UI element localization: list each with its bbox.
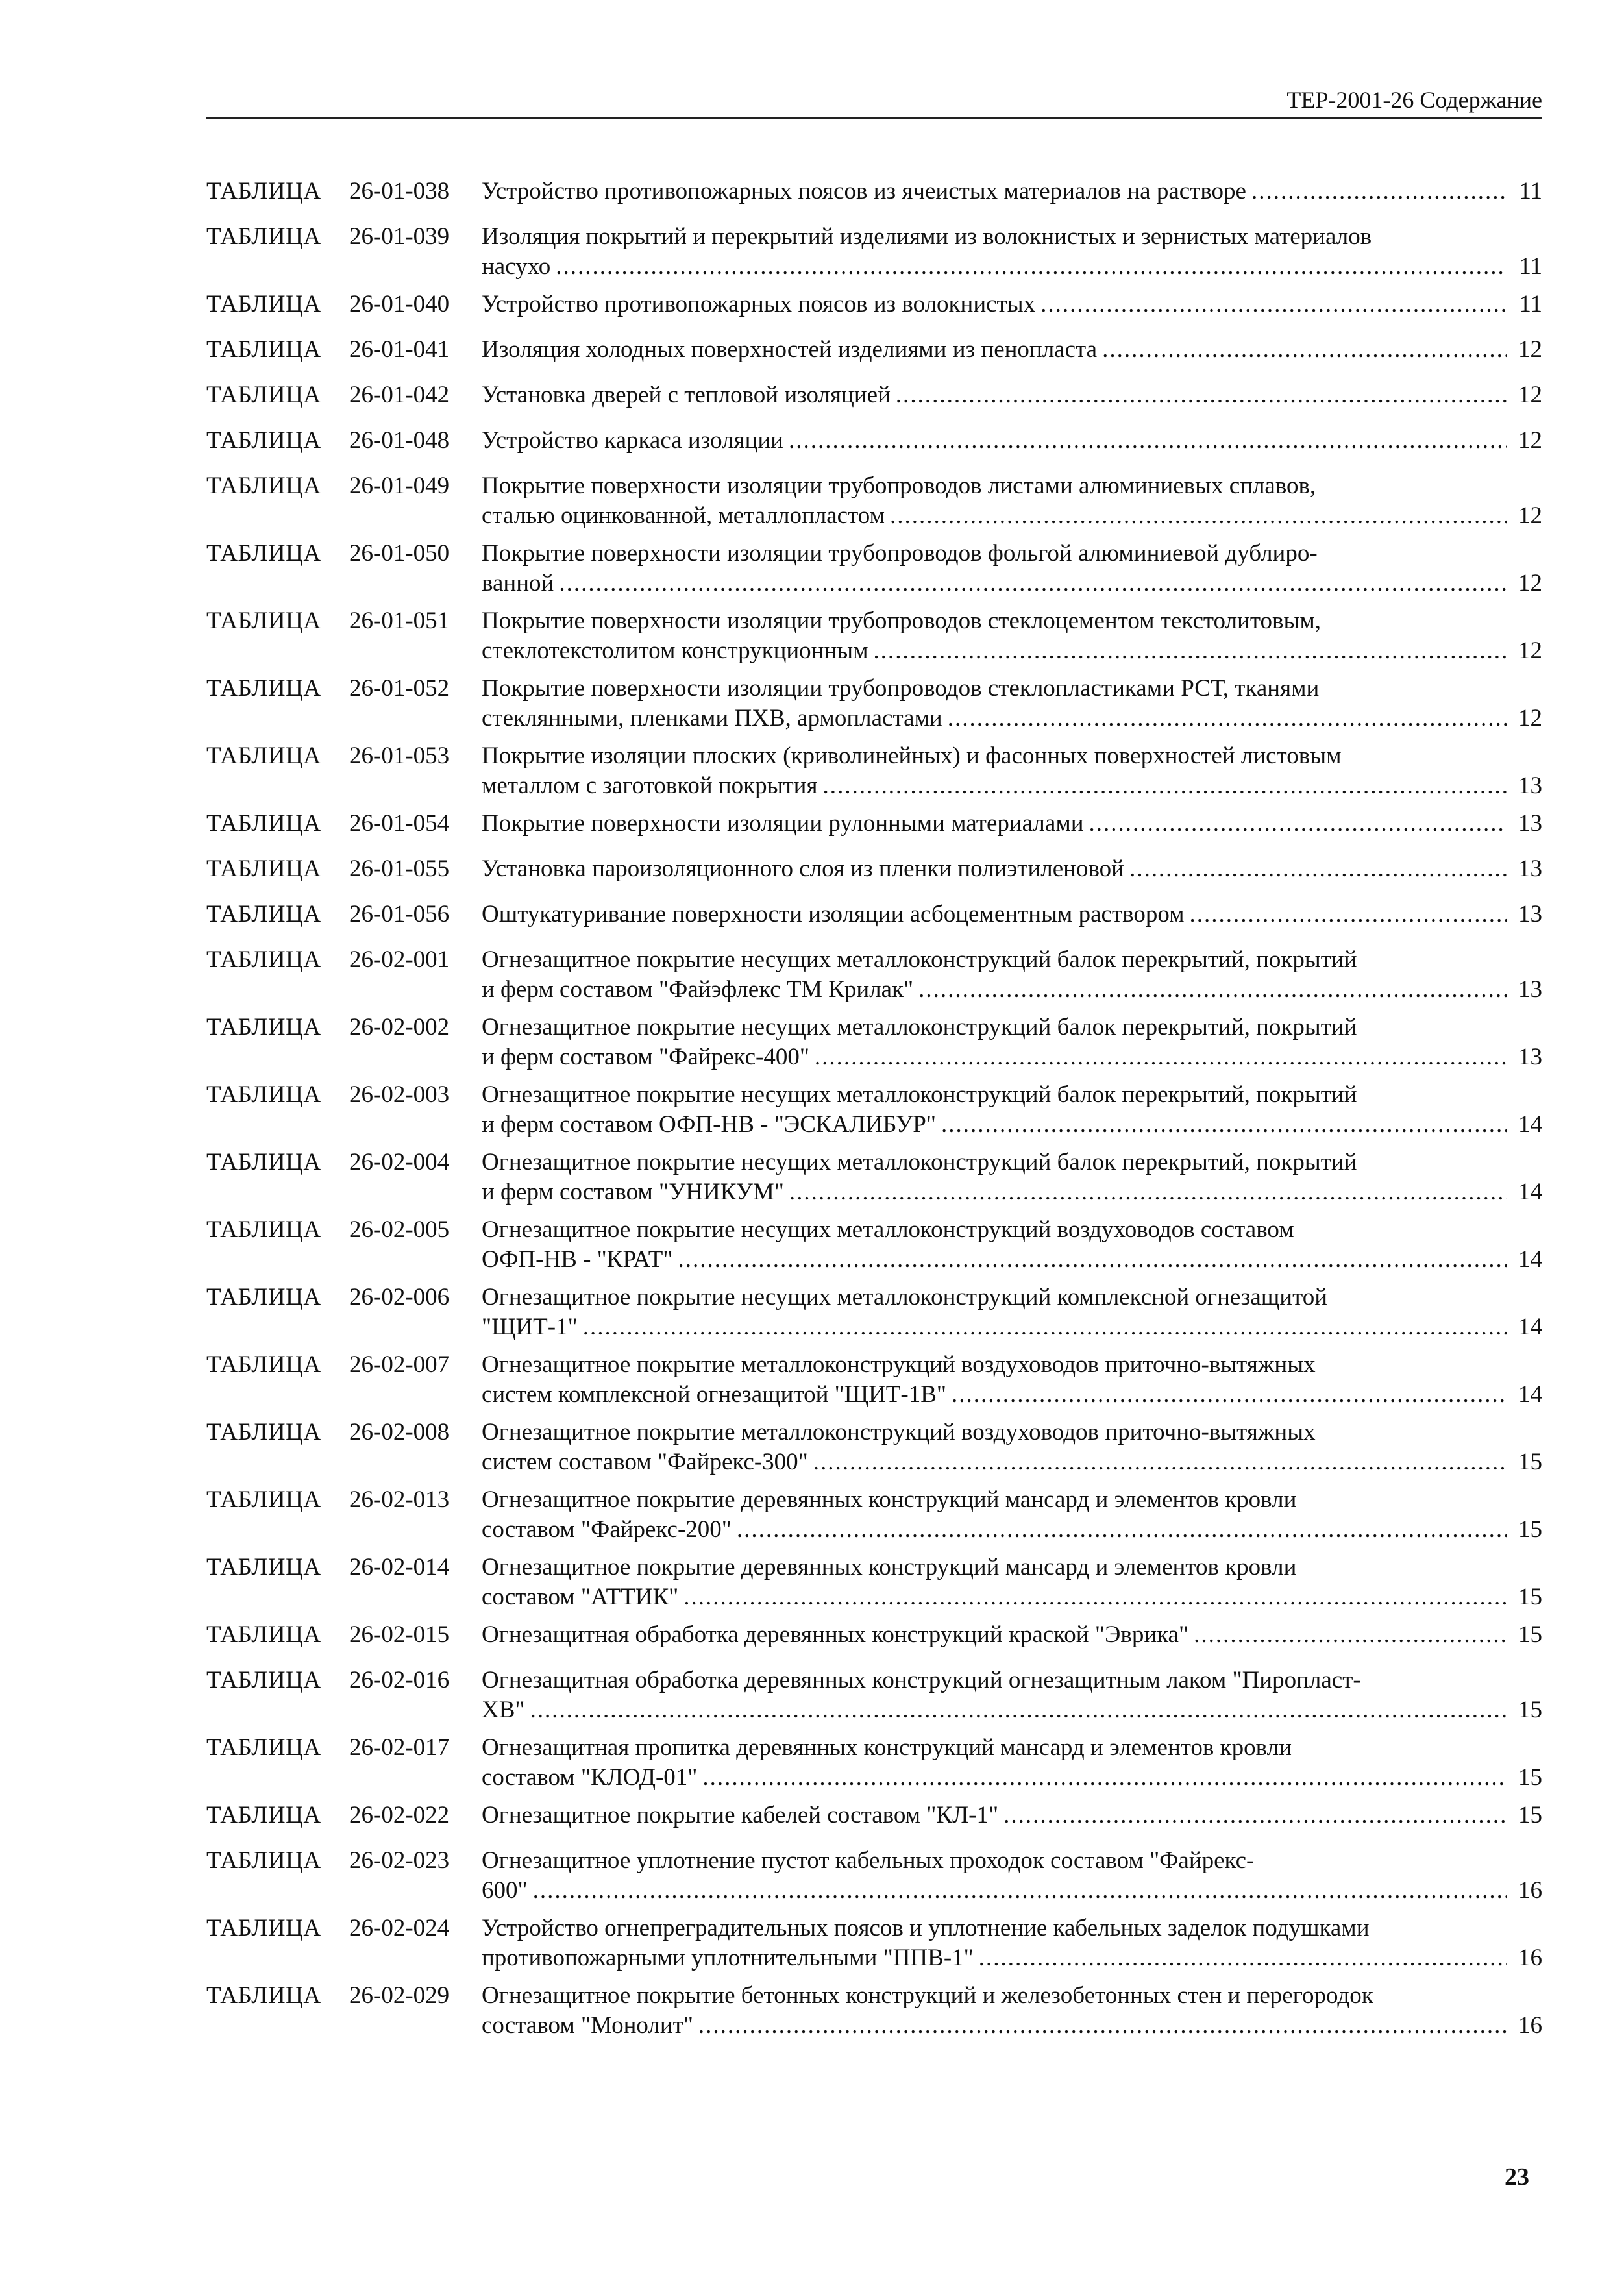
entry-title-line: Оштукатуривание поверхности изоляции асбоцементным раствором: [482, 901, 1185, 928]
entry-label: ТАБЛИЦА: [206, 1284, 321, 1310]
entry-code: 26-01-039: [349, 223, 450, 250]
entry-page: 11: [1519, 253, 1542, 280]
entry-page: 15: [1518, 1621, 1542, 1648]
toc-entry: [206, 1080, 1542, 1140]
entry-label: ТАБЛИЦА: [206, 1802, 321, 1828]
dot-leader: [556, 252, 1507, 282]
entry-page: 13: [1518, 976, 1542, 1003]
entry-title: [482, 471, 1542, 531]
entry-title-line: составом "Монолит": [482, 2012, 693, 2039]
dot-leader: [698, 2011, 1507, 2041]
entry-page: 12: [1518, 637, 1542, 664]
entry-code: 26-02-022: [349, 1802, 450, 1828]
entry-page: 13: [1518, 855, 1542, 882]
entry-title-line: Покрытие поверхности изоляции трубопроводов фольгой алюминиевой дублиро-: [482, 540, 1318, 567]
entry-page: 15: [1518, 1449, 1542, 1475]
dot-leader: [823, 771, 1508, 801]
entry-label: ТАБЛИЦА: [206, 855, 321, 882]
entry-title: [482, 380, 1542, 410]
entry-code: 26-02-016: [349, 1667, 450, 1693]
table-of-contents: [206, 177, 1542, 2048]
toc-entry: [206, 1553, 1542, 1612]
entry-title-line: Покрытие поверхности изоляции трубопроводов стеклоцементом текстолитовым,: [482, 608, 1322, 634]
entry-code: 26-02-017: [349, 1734, 450, 1761]
entry-title-line: Устройство огнепреградительных поясов и уплотнение кабельных заделок подушками: [482, 1915, 1370, 1941]
dot-leader: [678, 1245, 1507, 1275]
entry-page: 14: [1518, 1111, 1542, 1138]
entry-title-line: Огнезащитное покрытие металлоконструкций воздуховодов приточно-вытяжных: [482, 1351, 1316, 1378]
entry-title: [482, 1148, 1542, 1207]
entry-title-line: 600": [482, 1877, 528, 1904]
entry-title: [482, 854, 1542, 884]
entry-code: 26-02-007: [349, 1351, 450, 1378]
toc-entry: [206, 900, 1542, 929]
entry-title-line: насухо: [482, 253, 551, 280]
entry-code: 26-02-004: [349, 1149, 450, 1175]
entry-title: [482, 289, 1542, 319]
entry-label: ТАБЛИЦА: [206, 1486, 321, 1513]
entry-label: ТАБЛИЦА: [206, 810, 321, 837]
dot-leader: [1040, 289, 1507, 319]
entry-code: 26-02-006: [349, 1284, 450, 1310]
toc-entry: [206, 1485, 1542, 1545]
entry-label: ТАБЛИЦА: [206, 223, 321, 250]
toc-entry: [206, 945, 1542, 1005]
entry-title-line: Покрытие поверхности изоляции трубопроводов листами алюминиевых сплавов,: [482, 473, 1316, 499]
entry-title: [482, 1620, 1542, 1650]
dot-leader: [896, 380, 1507, 410]
entry-title: [482, 426, 1542, 456]
entry-page: 14: [1518, 1381, 1542, 1408]
dot-leader: [890, 501, 1507, 531]
entry-page: 12: [1518, 427, 1542, 454]
toc-entry: [206, 1418, 1542, 1477]
entry-page: 12: [1518, 570, 1542, 596]
entry-title-line: Изоляция холодных поверхностей изделиями из пенопласта: [482, 336, 1098, 363]
toc-entry: [206, 674, 1542, 733]
entry-label: ТАБЛИЦА: [206, 1554, 321, 1580]
entry-title-line: Устройство каркаса изоляции: [482, 427, 783, 454]
entry-page: 15: [1518, 1697, 1542, 1723]
entry-title-line: составом "Файрекс-200": [482, 1516, 732, 1543]
dot-leader: [1089, 809, 1507, 839]
toc-entry: [206, 809, 1542, 839]
toc-entry: [206, 380, 1542, 410]
entry-page: 12: [1518, 336, 1542, 363]
entry-label: ТАБЛИЦА: [206, 336, 321, 363]
dot-leader: [1194, 1620, 1507, 1650]
toc-entry: [206, 1350, 1542, 1410]
dot-leader: [702, 1763, 1507, 1793]
entry-title: [482, 177, 1542, 206]
entry-title-line: систем комплексной огнезащитой "ЩИТ-1В": [482, 1381, 946, 1408]
entry-title: [482, 335, 1542, 365]
entry-code: 26-01-056: [349, 901, 450, 928]
toc-entry: [206, 335, 1542, 365]
entry-title: [482, 222, 1542, 282]
dot-leader: [1129, 854, 1507, 884]
toc-entry: [206, 177, 1542, 206]
toc-entry: [206, 1846, 1542, 1906]
entry-label: ТАБЛИЦА: [206, 1915, 321, 1941]
entry-title-line: противопожарными уплотнительными "ППВ-1": [482, 1945, 974, 1971]
entry-title: [482, 1418, 1542, 1477]
entry-page: 12: [1518, 502, 1542, 529]
entry-page: 13: [1518, 1044, 1542, 1070]
dot-leader: [918, 975, 1507, 1005]
entry-title-line: Устройство противопожарных поясов из волокнистых: [482, 291, 1036, 317]
entry-title-line: Огнезащитное покрытие кабелей составом "КЛ-1": [482, 1802, 999, 1828]
entry-label: ТАБЛИЦА: [206, 1351, 321, 1378]
entry-page: 11: [1519, 178, 1542, 204]
entry-title: [482, 1013, 1542, 1072]
entry-code: 26-02-003: [349, 1081, 450, 1108]
entry-title-line: Устройство противопожарных поясов из ячеистых материалов на растворе: [482, 178, 1246, 204]
dot-leader: [979, 1943, 1507, 1973]
entry-page: 14: [1518, 1179, 1542, 1205]
dot-leader: [941, 1110, 1507, 1140]
entry-code: 26-01-048: [349, 427, 450, 454]
entry-label: ТАБЛИЦА: [206, 473, 321, 499]
entry-code: 26-02-008: [349, 1419, 450, 1445]
entry-page: 15: [1518, 1802, 1542, 1828]
entry-code: 26-01-052: [349, 675, 450, 702]
entry-title-line: Огнезащитное покрытие несущих металлоконструкций воздуховодов составом: [482, 1216, 1294, 1243]
entry-title-line: Огнезащитное покрытие бетонных конструкций и железобетонных стен и перегородок: [482, 1982, 1373, 2009]
entry-title: [482, 1283, 1542, 1342]
entry-title-line: ОФП-НВ - "КРАТ": [482, 1246, 673, 1273]
dot-leader: [948, 704, 1507, 733]
dot-leader: [1003, 1801, 1507, 1830]
entry-label: ТАБЛИЦА: [206, 1982, 321, 2009]
entry-title-line: металлом с заготовкой покрытия: [482, 772, 818, 799]
entry-title-line: составом "АТТИК": [482, 1584, 679, 1610]
toc-entry: [206, 741, 1542, 801]
dot-leader: [874, 636, 1507, 666]
entry-label: ТАБЛИЦА: [206, 291, 321, 317]
entry-title-line: Покрытие поверхности изоляции трубопроводов стеклопластиками РСТ, тканями: [482, 675, 1320, 702]
entry-code: 26-02-015: [349, 1621, 450, 1648]
entry-label: ТАБЛИЦА: [206, 1419, 321, 1445]
entry-title: [482, 1733, 1542, 1793]
toc-entry: [206, 1013, 1542, 1072]
entry-code: 26-01-042: [349, 382, 450, 408]
toc-entry: [206, 854, 1542, 884]
entry-code: 26-01-038: [349, 178, 450, 204]
entry-title-line: и ферм составом "Файрекс-400": [482, 1044, 809, 1070]
dot-leader: [813, 1447, 1507, 1477]
entry-code: 26-02-029: [349, 1982, 450, 2009]
entry-label: ТАБЛИЦА: [206, 427, 321, 454]
entry-label: ТАБЛИЦА: [206, 946, 321, 973]
entry-code: 26-02-024: [349, 1915, 450, 1941]
dot-leader: [789, 1177, 1507, 1207]
dot-leader: [583, 1312, 1507, 1342]
entry-code: 26-02-002: [349, 1014, 450, 1040]
dot-leader: [1251, 177, 1507, 206]
entry-title: [482, 1215, 1542, 1275]
entry-page: 16: [1518, 1877, 1542, 1904]
toc-entry: [206, 289, 1542, 319]
running-header: [206, 83, 1542, 119]
entry-page: 14: [1518, 1314, 1542, 1340]
entry-title-line: стеклотекстолитом конструкционным: [482, 637, 868, 664]
toc-entry: [206, 1733, 1542, 1793]
page-number: 23: [1505, 2163, 1529, 2191]
entry-label: ТАБЛИЦА: [206, 1081, 321, 1108]
toc-entry: [206, 1913, 1542, 1973]
dot-leader: [559, 569, 1507, 598]
entry-label: ТАБЛИЦА: [206, 382, 321, 408]
entry-label: ТАБЛИЦА: [206, 743, 321, 769]
entry-title-line: Огнезащитное покрытие деревянных конструкций мансард и элементов кровли: [482, 1486, 1297, 1513]
entry-code: 26-01-040: [349, 291, 450, 317]
toc-entry: [206, 1283, 1542, 1342]
entry-title-line: и ферм составом "УНИКУМ": [482, 1179, 784, 1205]
entry-code: 26-01-053: [349, 743, 450, 769]
toc-entry: [206, 1665, 1542, 1725]
toc-entry: [206, 606, 1542, 666]
dot-leader: [737, 1515, 1507, 1545]
dot-leader: [530, 1695, 1507, 1725]
toc-entry: [206, 471, 1542, 531]
entry-page: 15: [1518, 1516, 1542, 1543]
entry-page: 13: [1518, 901, 1542, 928]
toc-entry: [206, 222, 1542, 282]
entry-code: 26-01-050: [349, 540, 450, 567]
entry-title-line: Огнезащитное покрытие несущих металлоконструкций балок перекрытий, покрытий: [482, 1149, 1357, 1175]
entry-title-line: Покрытие поверхности изоляции рулонными материалами: [482, 810, 1084, 837]
entry-label: ТАБЛИЦА: [206, 1216, 321, 1243]
entry-title-line: Огнезащитная обработка деревянных конструкций огнезащитным лаком "Пиропласт-: [482, 1667, 1361, 1693]
toc-entry: [206, 1620, 1542, 1650]
entry-title-line: Огнезащитное покрытие несущих металлоконструкций балок перекрытий, покрытий: [482, 1081, 1357, 1108]
toc-entry: [206, 1981, 1542, 2041]
entry-title-line: Огнезащитное покрытие деревянных конструкций мансард и элементов кровли: [482, 1554, 1297, 1580]
entry-code: 26-01-055: [349, 855, 450, 882]
entry-page: 12: [1518, 705, 1542, 731]
dot-leader: [1190, 900, 1507, 929]
entry-label: ТАБЛИЦА: [206, 675, 321, 702]
entry-title-line: Огнезащитное уплотнение пустот кабельных проходок составом "Файрекс-: [482, 1847, 1255, 1874]
entry-title-line: и ферм составом ОФП-НВ - "ЭСКАЛИБУР": [482, 1111, 936, 1138]
toc-entry: [206, 1215, 1542, 1275]
dot-leader: [789, 426, 1507, 456]
entry-title-line: Покрытие изоляции плоских (криволинейных) и фасонных поверхностей листовым: [482, 743, 1342, 769]
entry-code: 26-02-023: [349, 1847, 450, 1874]
entry-title-line: сталью оцинкованной, металлопластом: [482, 502, 885, 529]
entry-label: ТАБЛИЦА: [206, 178, 321, 204]
entry-page: 15: [1518, 1584, 1542, 1610]
entry-code: 26-02-014: [349, 1554, 450, 1580]
dot-leader: [952, 1380, 1507, 1410]
toc-entry: [206, 539, 1542, 598]
entry-title-line: Огнезащитное покрытие металлоконструкций воздуховодов приточно-вытяжных: [482, 1419, 1316, 1445]
entry-title-line: Огнезащитное покрытие несущих металлоконструкций балок перекрытий, покрытий: [482, 1014, 1357, 1040]
entry-title: [482, 1801, 1542, 1830]
entry-title-line: Изоляция покрытий и перекрытий изделиями из волокнистых и зернистых материалов: [482, 223, 1372, 250]
entry-title-line: ХВ": [482, 1697, 525, 1723]
entry-title: [482, 539, 1542, 598]
entry-label: ТАБЛИЦА: [206, 1847, 321, 1874]
entry-title-line: Установка дверей с тепловой изоляцией: [482, 382, 891, 408]
entry-title-line: и ферм составом "Файэфлекс ТМ Крилак": [482, 976, 914, 1003]
entry-title: [482, 674, 1542, 733]
entry-title: [482, 900, 1542, 929]
toc-entry: [206, 426, 1542, 456]
entry-page: 12: [1518, 382, 1542, 408]
entry-page: 11: [1519, 291, 1542, 317]
dot-leader: [533, 1876, 1507, 1906]
entry-label: ТАБЛИЦА: [206, 1149, 321, 1175]
entry-title-line: составом "КЛОД-01": [482, 1764, 698, 1791]
entry-title: [482, 1350, 1542, 1410]
entry-label: ТАБЛИЦА: [206, 1734, 321, 1761]
entry-title-line: Установка пароизоляционного слоя из пленки полиэтиленовой: [482, 855, 1124, 882]
entry-code: 26-01-051: [349, 608, 450, 634]
entry-title: [482, 1981, 1542, 2041]
entry-label: ТАБЛИЦА: [206, 1014, 321, 1040]
entry-title-line: ванной: [482, 570, 554, 596]
header-title: ТЕР-2001-26 Содержание: [1286, 87, 1542, 113]
entry-title: [482, 1913, 1542, 1973]
entry-title: [482, 945, 1542, 1005]
entry-code: 26-01-041: [349, 336, 450, 363]
entry-label: ТАБЛИЦА: [206, 608, 321, 634]
entry-page: 13: [1518, 810, 1542, 837]
entry-page: 14: [1518, 1246, 1542, 1273]
entry-title: [482, 1665, 1542, 1725]
entry-title-line: Огнезащитное покрытие несущих металлоконструкций комплексной огнезащитой: [482, 1284, 1328, 1310]
entry-code: 26-02-013: [349, 1486, 450, 1513]
entry-page: 13: [1518, 772, 1542, 799]
entry-title: [482, 1080, 1542, 1140]
entry-title: [482, 809, 1542, 839]
entry-title: [482, 1485, 1542, 1545]
entry-label: ТАБЛИЦА: [206, 1621, 321, 1648]
entry-title-line: "ЩИТ-1": [482, 1314, 578, 1340]
entry-code: 26-02-005: [349, 1216, 450, 1243]
dot-leader: [683, 1582, 1507, 1612]
entry-title: [482, 1846, 1542, 1906]
entry-label: ТАБЛИЦА: [206, 901, 321, 928]
entry-page: 15: [1518, 1764, 1542, 1791]
entry-title-line: Огнезащитная пропитка деревянных конструкций мансард и элементов кровли: [482, 1734, 1292, 1761]
entry-code: 26-02-001: [349, 946, 450, 973]
entry-title: [482, 606, 1542, 666]
entry-title-line: стеклянными, пленками ПХВ, армопластами: [482, 705, 942, 731]
entry-page: 16: [1518, 1945, 1542, 1971]
dot-leader: [815, 1042, 1507, 1072]
toc-entry: [206, 1801, 1542, 1830]
entry-title-line: Огнезащитное покрытие несущих металлоконструкций балок перекрытий, покрытий: [482, 946, 1357, 973]
entry-code: 26-01-049: [349, 473, 450, 499]
toc-entry: [206, 1148, 1542, 1207]
entry-page: 16: [1518, 2012, 1542, 2039]
entry-title-line: систем составом "Файрекс-300": [482, 1449, 808, 1475]
entry-title: [482, 1553, 1542, 1612]
dot-leader: [1102, 335, 1507, 365]
entry-title: [482, 741, 1542, 801]
entry-code: 26-01-054: [349, 810, 450, 837]
entry-label: ТАБЛИЦА: [206, 540, 321, 567]
entry-title-line: Огнезащитная обработка деревянных конструкций краской "Эврика": [482, 1621, 1189, 1648]
entry-label: ТАБЛИЦА: [206, 1667, 321, 1693]
